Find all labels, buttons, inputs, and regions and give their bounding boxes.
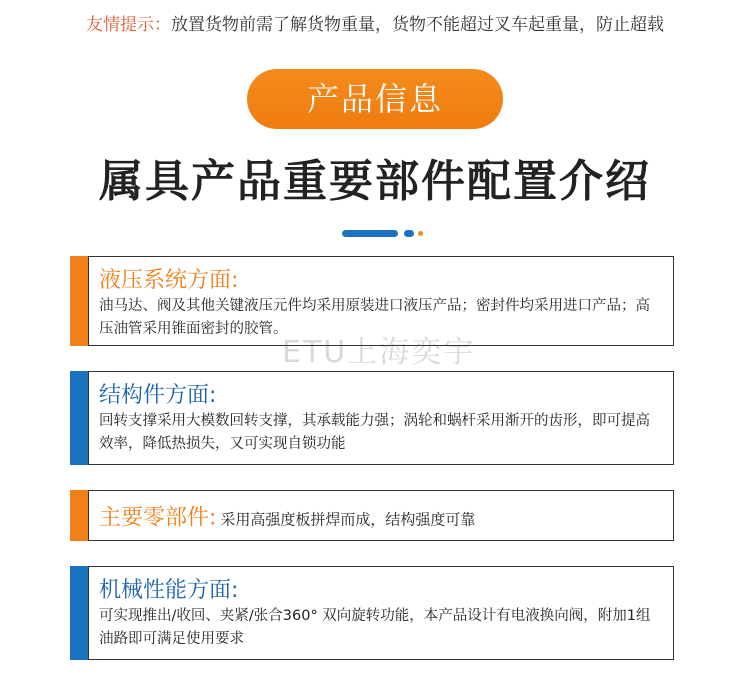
page-title: 属具产品重要部件配置介绍 — [99, 156, 651, 207]
section-heading-row — [99, 500, 475, 531]
notice-text: 放置货物前需了解货物重量，货物不能超过叉车起重量，防止超载 — [171, 15, 664, 35]
section-main-parts — [70, 490, 674, 541]
notice-banner — [0, 10, 750, 35]
product-info-badge: 产品信息 — [247, 69, 503, 129]
section-body: 油马达、阀及其他关键液压元件均采用原装进口液压产品；密封件均采用进口产品；高压油管采用锥面密封的胶管。 — [99, 298, 650, 337]
section-heading: 结构件方面: — [99, 383, 217, 408]
section-box — [88, 371, 674, 465]
section-box — [88, 490, 674, 541]
section-body: 可实现推出/收回、夹紧/张合360° 双向旋转功能，本产品设计有电液换向阀，附加1组油路即可满足使用要求 — [99, 608, 651, 647]
section-box — [88, 566, 674, 660]
section-accent-bar — [70, 256, 88, 346]
section-mechanical — [70, 566, 674, 660]
section-accent-bar — [70, 490, 88, 541]
section-structure — [70, 371, 674, 465]
section-heading: 主要零部件: — [99, 505, 217, 530]
section-heading: 液压系统方面: — [99, 268, 239, 293]
section-body: 回转支撑采用大模数回转支撑，其承载能力强；涡轮和蜗杆采用渐开的齿形，即可提高效率，降低热损失，又可实现自锁功能 — [99, 413, 650, 452]
notice-label: 友情提示： — [86, 15, 171, 35]
section-accent-bar — [70, 566, 88, 660]
section-heading: 机械性能方面: — [99, 578, 239, 603]
watermark: ETU上海奕宇 — [282, 335, 476, 370]
section-accent-bar — [70, 371, 88, 465]
title-divider — [342, 230, 422, 237]
section-body: 采用高强度板拼焊而成，结构强度可靠 — [220, 510, 476, 528]
